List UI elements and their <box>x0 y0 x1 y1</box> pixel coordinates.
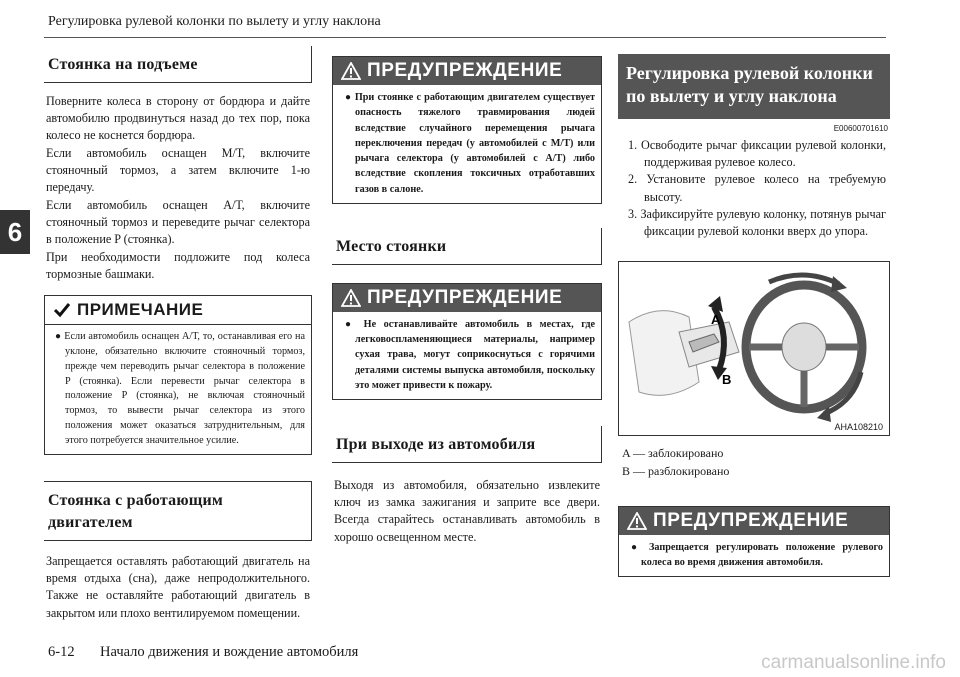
warning-text-item <box>333 312 601 399</box>
footer-chapter: Начало движения и вождение автомобиля <box>100 644 359 660</box>
section-title-adjust: Регулировка рулевой колонки по вылету и углу наклона <box>618 54 890 119</box>
section-title-exit: При выходе из автомобиля <box>332 426 602 463</box>
hill-paragraph-2: Если автомобиль оснащен М/Т, включите стояночный тормоз, а затем включите 1-ю передачу. <box>46 145 310 195</box>
header-rule <box>44 37 886 38</box>
bullet-icon: ● <box>345 92 352 103</box>
warning-triangle-icon <box>627 512 647 530</box>
steering-figure <box>618 261 890 436</box>
legend-b: B — разблокировано <box>622 463 730 478</box>
warning-header <box>619 507 889 535</box>
note-header <box>45 296 311 325</box>
legend-a: A — заблокировано <box>622 445 724 460</box>
note-title: ПРИМЕЧАНИЕ <box>77 300 204 320</box>
warning-header <box>333 57 601 85</box>
section-title-place: Место стоянки <box>332 228 602 265</box>
running-header: Регулировка рулевой колонки по вылету и углу наклона <box>48 14 381 29</box>
warning-box-adjust <box>618 506 890 578</box>
bullet-icon: ● <box>631 541 642 553</box>
hill-paragraph-3: Если автомобиль оснащен А/Т, включите стояночный тормоз и переведите рычаг селектора в положение P (стоянка). <box>46 197 310 247</box>
note-text: Если автомобиль оснащен А/Т, то, останавливая его на уклоне, обязательно включите стояночный тормоз, прежде чем переводить рычаг селектора в положение P (стоянка). Если перевести рычаг селектора в положение P (стоянка), не включая стояночный тормоз, то вывести рычаг селектора из этого положения может оказаться затруднительным, для этого потребуется значительное усилие. <box>64 331 306 446</box>
figure-label-a: A <box>711 311 721 327</box>
section-code: E00600701610 <box>833 123 888 133</box>
bullet-icon: ● <box>55 331 62 343</box>
hill-paragraphs <box>44 93 312 284</box>
section-title-engine: Стоянка с работающим двигателем <box>44 481 312 540</box>
engine-paragraph: Запрещается оставлять работающий двигатель на время отдыха (сна), даже непродолжительного. Также не оставляйте работающий двигатель в закрытом или плохо вентилируемом помещении. <box>46 553 310 620</box>
step-item: 3. Зафиксируйте рулевую колонку, потянув рычаг фиксации рулевой колонки вверх до упора. <box>628 207 886 239</box>
column-middle <box>332 56 602 546</box>
hill-paragraph-4: При необходимости подложите под колеса тормозные башмаки. <box>46 249 310 281</box>
exit-paragraph: Выходя из автомобиля, обязательно извлеките ключ из замка зажигания и заприте все двери. Всегда старайтесь останавливать автомобиль в хорошо освещенном месте. <box>334 477 600 544</box>
column-right <box>618 54 890 577</box>
page-number: 6-12 <box>48 644 75 660</box>
warning-triangle-icon <box>341 62 361 80</box>
section-title-hill: Стоянка на подъеме <box>44 46 312 83</box>
warning-triangle-icon <box>341 289 361 307</box>
warning-title: ПРЕДУПРЕЖДЕНИЕ <box>367 286 563 308</box>
hill-paragraph-1: Поверните колеса в сторону от бордюра и дайте автомобилю продвинуться назад до тех пор, пока колесо не коснется бордюра. <box>46 93 310 143</box>
warning-text-item <box>333 85 601 203</box>
column-left <box>44 46 312 622</box>
step-item: 2. Установите рулевое колесо на требуемую высоту. <box>628 172 886 204</box>
figure-legend <box>618 444 890 480</box>
note-text-item <box>45 325 311 454</box>
figure-code: AHA108210 <box>834 421 883 432</box>
watermark: carmanualsonline.info <box>761 652 946 673</box>
chapter-tab: 6 <box>0 210 30 254</box>
check-pencil-icon <box>53 302 71 318</box>
note-box <box>44 295 312 455</box>
figure-label-b: B <box>722 371 732 387</box>
step-item: 1. Освободите рычаг фиксации рулевой колонки, поддерживая рулевое колесо. <box>628 137 886 170</box>
warning-text: При стоянке с работающим двигателем существует опасность тяжелого травмирования людей вследствие случайного перемещения рычага переключения передач (у автомобилей с М/Т) или рычага селектора (у автомобилей с А/Т) либо вследствие скопления токсичных отработавших газов в салоне. <box>354 92 595 195</box>
warning-header <box>333 284 601 312</box>
warning-box-place <box>332 283 602 400</box>
warning-title: ПРЕДУПРЕЖДЕНИЕ <box>367 60 563 81</box>
bullet-icon: ● <box>345 318 357 330</box>
steering-wheel-illustration <box>619 262 889 436</box>
steps-list <box>618 137 890 241</box>
warning-box-engine <box>332 56 602 204</box>
warning-text: Не останавливайте автомобиль в местах, где легковоспламеняющиеся материалы, например сухая трава, могут соприкоснуться с горячими деталями системы выпуска автомобиля, поскольку это может привести к пожару. <box>355 318 595 391</box>
warning-title: ПРЕДУПРЕЖДЕНИЕ <box>653 509 849 531</box>
warning-text: Запрещается регулировать положение рулевого колеса во время движения автомобиля. <box>641 541 883 569</box>
warning-text-item <box>619 535 889 577</box>
